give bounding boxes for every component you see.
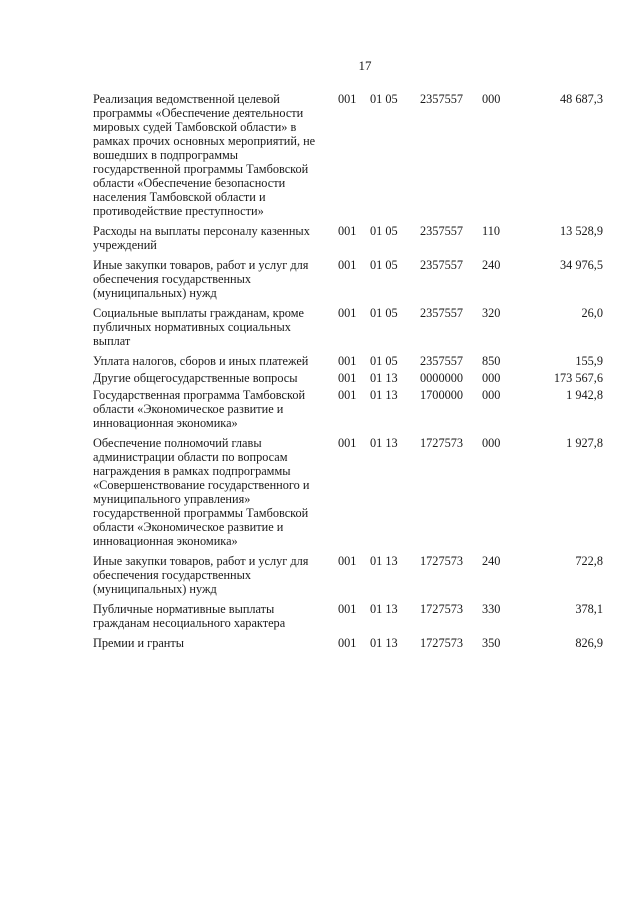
row-csr: 2357557 — [420, 258, 464, 272]
row-name: Социальные выплаты гражданам, кроме публичных нормативных социальных выплат — [93, 306, 304, 348]
row-ved: 001 — [338, 388, 357, 402]
row-ved: 001 — [338, 354, 357, 368]
row-csr: 0000000 — [420, 371, 464, 385]
row-vr: 240 — [482, 258, 501, 272]
row-vr: 320 — [482, 306, 501, 320]
row-csr: 1727573 — [420, 436, 464, 450]
table-row — [93, 306, 603, 354]
row-ved: 001 — [338, 258, 357, 272]
row-vr: 850 — [482, 354, 501, 368]
row-csr: 1727573 — [420, 636, 464, 650]
table-row — [93, 636, 603, 656]
row-vr: 000 — [482, 388, 501, 402]
row-name: Государственная программа Тамбовской области «Экономическое развитие и инновационная экономика» — [93, 388, 306, 430]
row-name: Обеспечение полномочий главы администрации области по вопросам награждения в рамках подпрограммы «Совершенствование государственного и муниципального управления» государственной программы Тамбовской области «Экономическое развитие и инновационная экономика» — [93, 436, 310, 548]
row-name: Иные закупки товаров, работ и услуг для обеспечения государственных (муниципальных) нужд — [93, 554, 309, 596]
row-vr: 110 — [482, 224, 500, 238]
row-rz: 01 05 — [370, 224, 398, 238]
row-vr: 000 — [482, 436, 501, 450]
row-rz: 01 13 — [370, 371, 398, 385]
row-ved: 001 — [338, 436, 357, 450]
row-ved: 001 — [338, 92, 357, 106]
table-row — [93, 554, 603, 602]
row-rz: 01 13 — [370, 602, 398, 616]
row-name: Премии и гранты — [93, 636, 185, 650]
row-sum: 378,1 — [575, 602, 603, 616]
row-ved: 001 — [338, 602, 357, 616]
row-csr: 1700000 — [420, 388, 464, 402]
budget-table — [93, 92, 603, 656]
row-ved: 001 — [338, 306, 357, 320]
row-name: Публичные нормативные выплаты гражданам несоциального характера — [93, 602, 286, 630]
row-ved: 001 — [338, 554, 357, 568]
row-csr: 2357557 — [420, 92, 464, 106]
row-rz: 01 05 — [370, 354, 398, 368]
table-row — [93, 354, 603, 371]
row-vr: 000 — [482, 92, 501, 106]
row-csr: 2357557 — [420, 306, 464, 320]
table-row — [93, 602, 603, 636]
row-rz: 01 13 — [370, 388, 398, 402]
table-row — [93, 258, 603, 306]
row-sum: 155,9 — [575, 354, 603, 368]
row-rz: 01 13 — [370, 436, 398, 450]
row-name: Реализация ведомственной целевой программы «Обеспечение деятельности мировых судей Тамбовской области» в рамках прочих основных мероприятий, не вошедших в подпрограммы государственной программы Тамбовской области «Обеспечение безопасности населения Тамбовской области и противодействие преступности» — [93, 92, 316, 218]
row-name: Другие общегосударственные вопросы — [93, 371, 298, 385]
row-csr: 2357557 — [420, 354, 464, 368]
row-name: Уплата налогов, сборов и иных платежей — [93, 354, 309, 368]
table-row — [93, 371, 603, 388]
row-ved: 001 — [338, 224, 357, 238]
row-sum: 826,9 — [575, 636, 603, 650]
page-number: 17 — [358, 58, 372, 73]
table-row — [93, 224, 603, 258]
row-rz: 01 13 — [370, 636, 398, 650]
row-name: Иные закупки товаров, работ и услуг для обеспечения государственных (муниципальных) нужд — [93, 258, 309, 300]
row-sum: 1 942,8 — [566, 388, 603, 402]
row-sum: 48 687,3 — [559, 92, 603, 106]
row-rz: 01 05 — [370, 92, 398, 106]
row-csr: 1727573 — [420, 602, 464, 616]
row-vr: 350 — [482, 636, 501, 650]
row-vr: 240 — [482, 554, 501, 568]
row-sum: 1 927,8 — [566, 436, 603, 450]
row-rz: 01 13 — [370, 554, 398, 568]
row-rz: 01 05 — [370, 258, 398, 272]
table-row — [93, 92, 603, 224]
row-vr: 330 — [482, 602, 501, 616]
row-sum: 13 528,9 — [559, 224, 603, 238]
row-ved: 001 — [338, 371, 357, 385]
row-sum: 26,0 — [581, 306, 603, 320]
row-csr: 2357557 — [420, 224, 464, 238]
table-row — [93, 436, 603, 554]
row-ved: 001 — [338, 636, 357, 650]
row-sum: 173 567,6 — [553, 371, 603, 385]
row-rz: 01 05 — [370, 306, 398, 320]
row-csr: 1727573 — [420, 554, 464, 568]
row-sum: 34 976,5 — [559, 258, 603, 272]
row-sum: 722,8 — [575, 554, 603, 568]
row-name: Расходы на выплаты персоналу казенных учреждений — [93, 224, 310, 252]
table-row — [93, 388, 603, 436]
row-vr: 000 — [482, 371, 501, 385]
